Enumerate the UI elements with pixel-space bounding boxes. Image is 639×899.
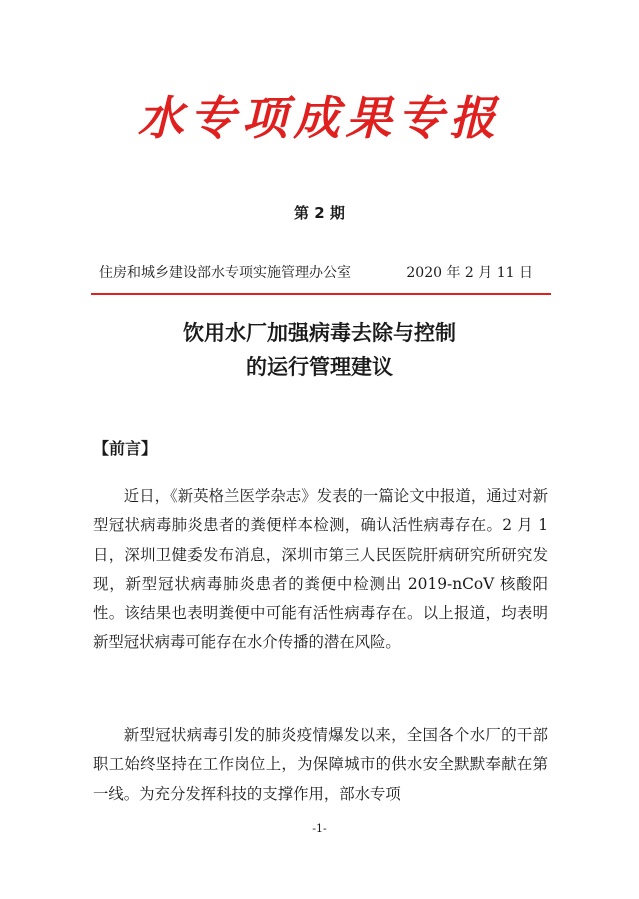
section-heading-preface: 【前言】 bbox=[93, 439, 158, 458]
body-paragraph-2: 新型冠状病毒引发的肺炎疫情爆发以来，全国各个水厂的干部职工始终坚持在工作岗位上，为保障城市的供水安全默默奉献在第一线。为充分发挥科技的支撑作用，部水专项 bbox=[93, 726, 548, 803]
red-divider bbox=[91, 293, 551, 295]
issue-date: 2020 年 2 月 11 日 bbox=[406, 265, 533, 281]
headline-line-2: 的运行管理建议 bbox=[246, 355, 393, 379]
issue-number: 第 2 期 bbox=[294, 204, 345, 222]
page-number: -1- bbox=[312, 822, 327, 835]
issuer-name: 住房和城乡建设部水专项实施管理办公室 bbox=[99, 265, 351, 281]
headline-line-1: 饮用水厂加强病毒去除与控制 bbox=[183, 321, 456, 345]
body-paragraph-1: 近日，《新英格兰医学杂志》发表的一篇论文中报道，通过对新型冠状病毒肺炎患者的粪便样本检测，确认活性病毒存在。2 月 1 日，深圳卫健委发布消息，深圳市第三人民医院肝病研究所研究发现，新型冠状病毒肺炎患者的粪便中检测出 2019-nCoV 核酸阳性。该结果也表明粪便中可能有活性病毒存在。以上报道，均表明新型冠状病毒可能存在水介传播的潜在风险。 bbox=[93, 487, 548, 652]
article-headline bbox=[0, 316, 639, 384]
masthead-title: 水专项成果专报 bbox=[137, 91, 502, 145]
